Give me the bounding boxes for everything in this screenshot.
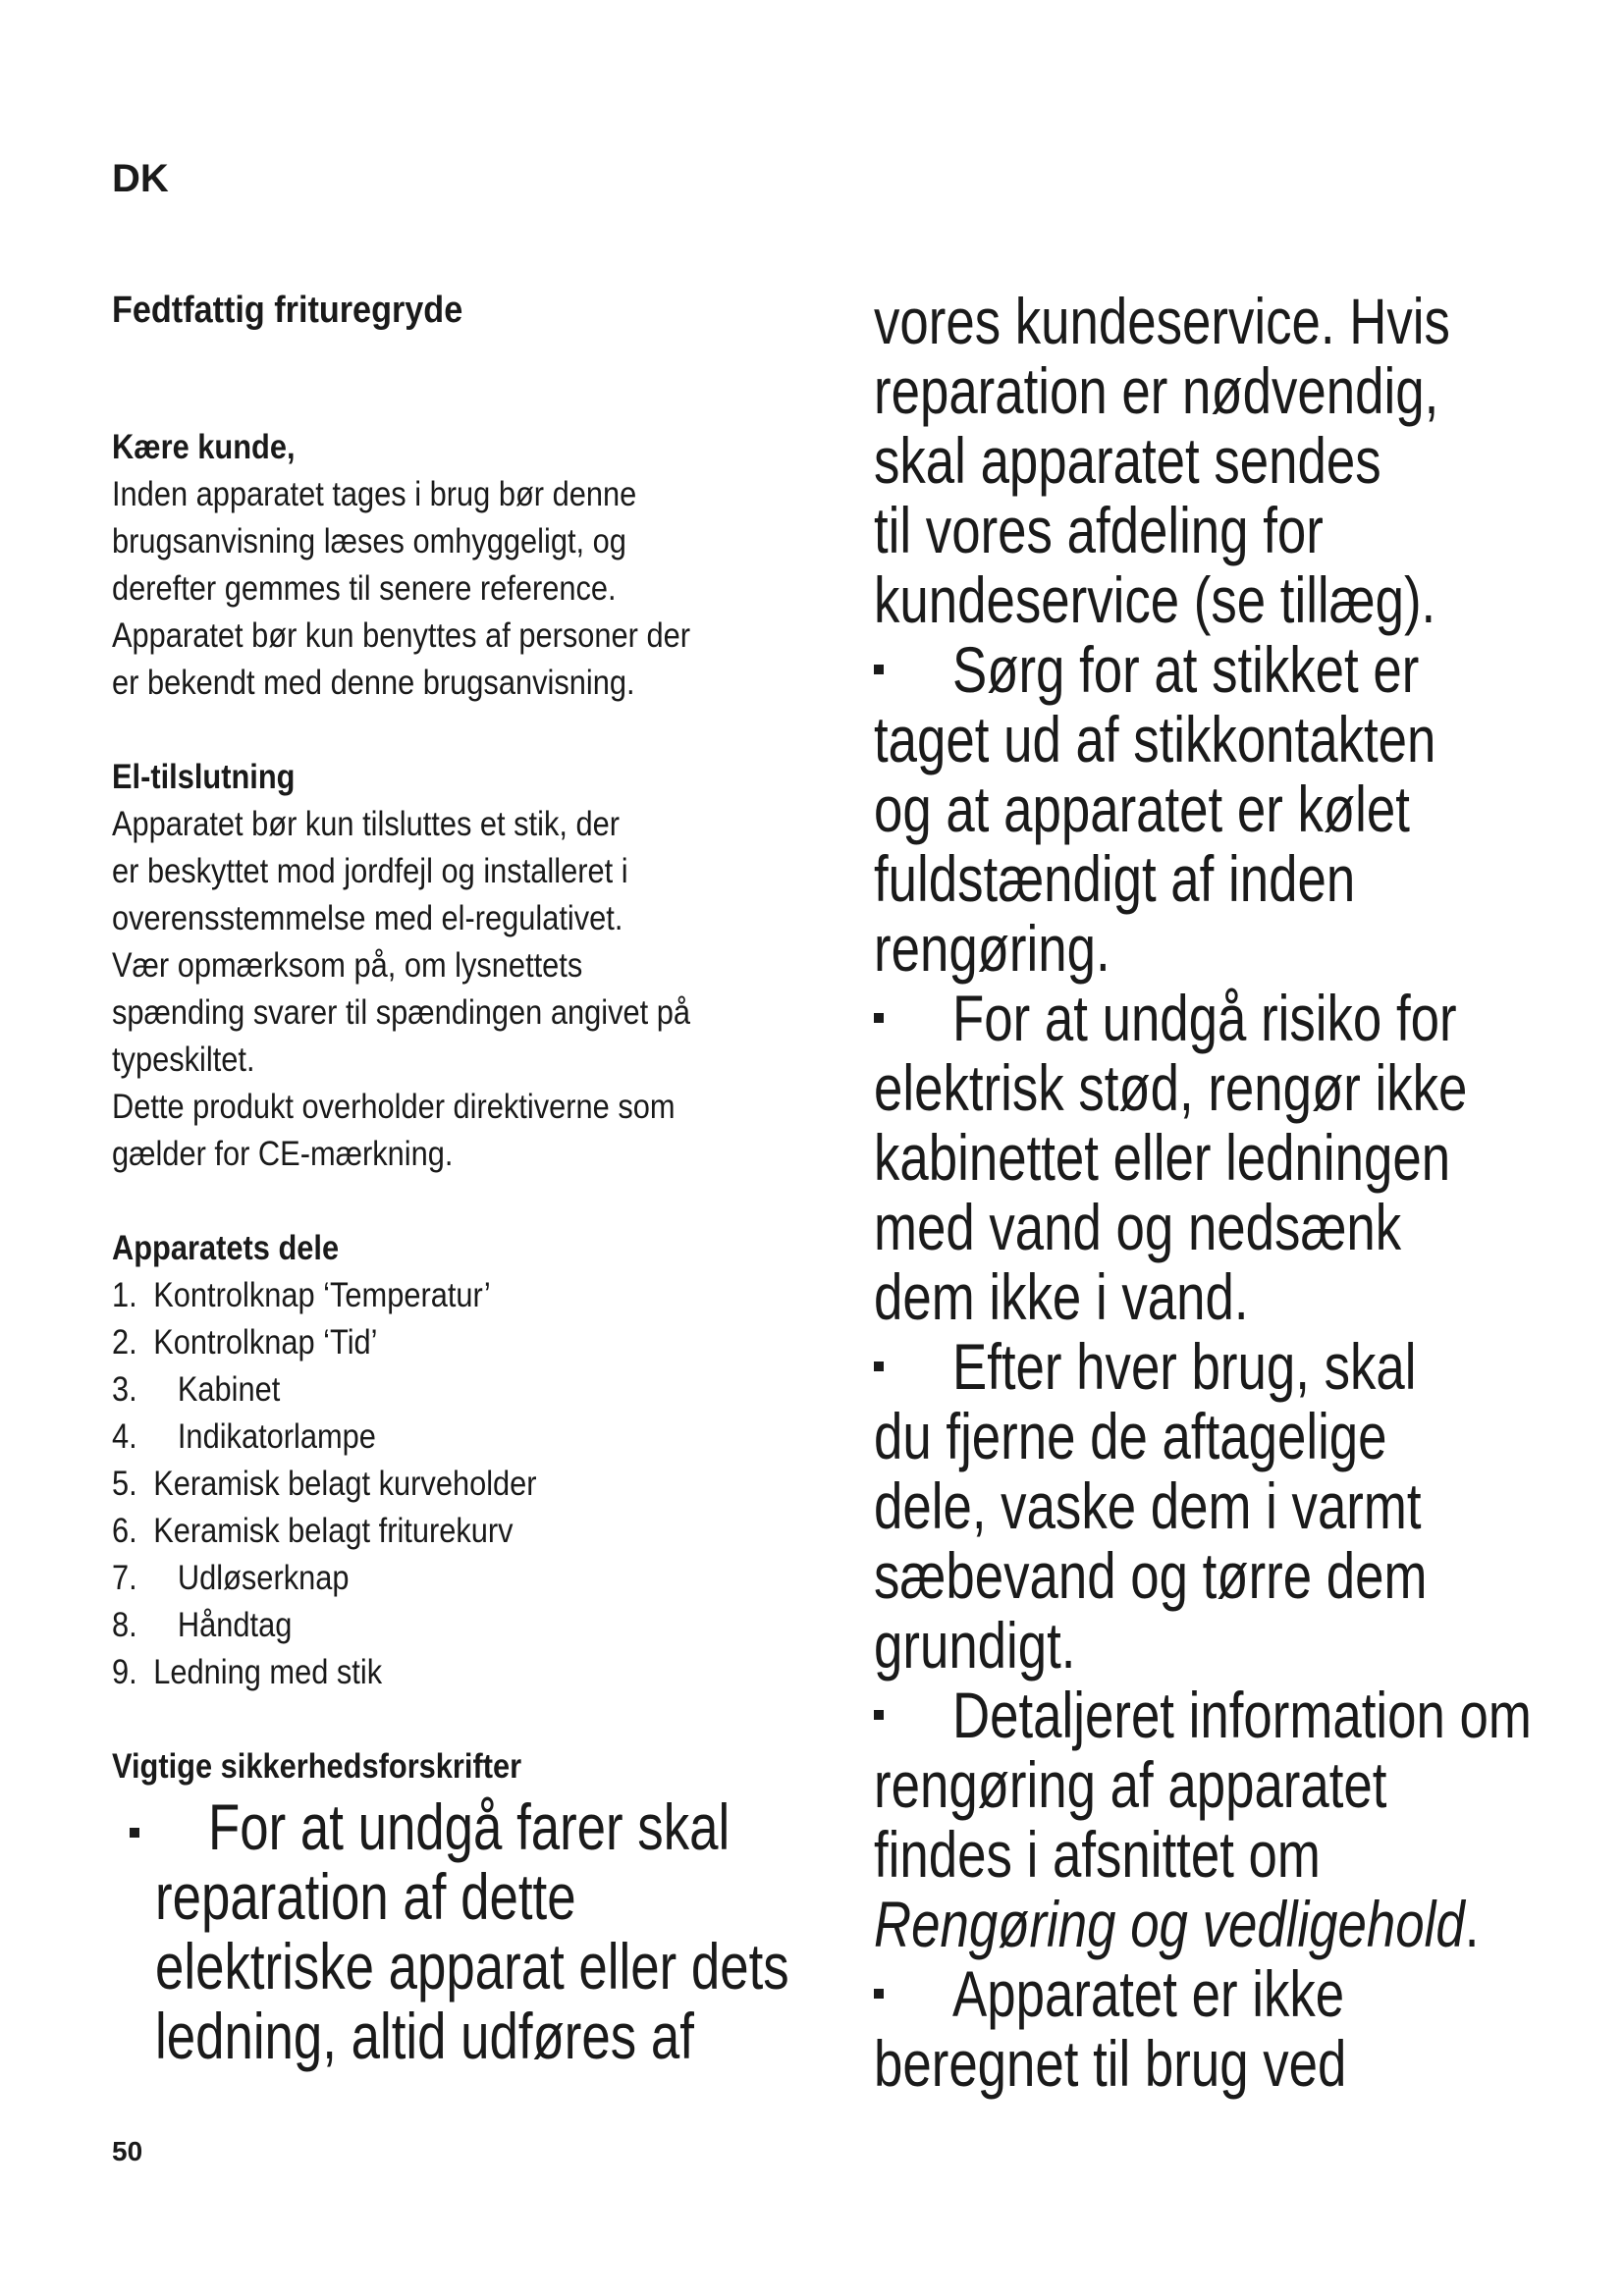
el-line: Vær opmærksom på, om lysnettets: [112, 946, 583, 985]
parts-list: [112, 1272, 799, 1696]
cont-line: kundeservice (se tillæg).: [874, 563, 1436, 636]
bullet-icon: [874, 1710, 884, 1720]
bullet-icon: [874, 1013, 884, 1023]
list-item: 5. Keramisk belagt kurveholder: [112, 1465, 537, 1503]
page-number: 50: [112, 2136, 143, 2166]
el-line: typeskiltet.: [112, 1041, 255, 1079]
intro-heading: Kære kunde,: [112, 428, 296, 466]
el-line: gælder for CE-mærkning.: [112, 1135, 454, 1173]
safety-heading: Vigtige sikkerhedsforskrifter: [112, 1747, 522, 1786]
bullet-icon: [874, 1989, 884, 1999]
parts-heading: Apparatets dele: [112, 1229, 340, 1267]
intro-line: brugsanvisning læses omhyggeligt, og: [112, 522, 626, 561]
section-reference: Rengøring og vedligehold: [874, 1888, 1465, 1960]
intro-line: derefter gemmes til senere reference.: [112, 569, 617, 608]
safety-bullet-4: Efter hver brug, skal du fjerne de aftagelige dele, vaske dem i varmt sæbevand og tørre dem grundigt.: [874, 1330, 1428, 1682]
list-item: 6. Keramisk belagt friturekurv: [112, 1512, 514, 1550]
el-line: overensstemmelse med el-regulativet.: [112, 899, 623, 937]
el-line: Dette produkt overholder direktiverne som: [112, 1088, 676, 1126]
safety-bullet-6: Apparatet er ikke beregnet til brug ved: [874, 1957, 1347, 2100]
bullet-icon: [130, 1828, 139, 1838]
safety-bullet-5: Detaljeret information om rengøring af apparatet findes i afsnittet om Rengøring og vedligehold.: [874, 1679, 1532, 1960]
list-item: 2. Kontrolknap ‘Tid’: [112, 1323, 378, 1362]
safety-bullet-2: Sørg for at stikket er taget ud af stikkontakten og at apparatet er kølet fuldstændigt af inden rengøring.: [874, 633, 1436, 985]
left-column: [112, 424, 799, 1790]
list-item: 4. Indikatorlampe: [112, 1417, 376, 1456]
list-item: 3. Kabinet: [112, 1370, 281, 1409]
safety-bullet-1: For at undgå farer skal reparation af dette elektriske apparat eller dets ledning, altid udføres af: [130, 1792, 947, 2071]
el-line: spænding svarer til spændingen angivet på: [112, 993, 690, 1032]
cont-line: vores kundeservice. Hvis: [874, 285, 1450, 357]
list-item: 7. Udløserknap: [112, 1559, 350, 1597]
page-title: Fedtfattig frituregryde: [112, 290, 463, 331]
list-item: 8. Håndtag: [112, 1606, 293, 1644]
el-line: er beskyttet mod jordfejl og installeret i: [112, 852, 628, 890]
intro-line: Apparatet bør kun benyttes af personer der: [112, 616, 690, 655]
list-item: 9. Ledning med stik: [112, 1653, 383, 1691]
cont-line: reparation er nødvendig,: [874, 354, 1439, 427]
safety-bullet-3: For at undgå risiko for elektrisk stød, rengør ikke kabinettet eller ledningen med vand og nedsænk dem ikke i vand.: [874, 982, 1468, 1333]
cont-line: skal apparatet sendes: [874, 424, 1381, 497]
el-heading: El-tilslutning: [112, 758, 296, 796]
bullet-icon: [874, 665, 884, 674]
intro-line: Inden apparatet tages i brug bør denne: [112, 475, 637, 513]
list-item: 1. Kontrolknap ‘Temperatur’: [112, 1276, 491, 1314]
language-code: DK: [112, 157, 169, 200]
cont-line: til vores afdeling for: [874, 494, 1324, 566]
el-line: Apparatet bør kun tilsluttes et stik, der: [112, 805, 620, 843]
bullet-icon: [874, 1362, 884, 1371]
right-column: [874, 287, 1624, 2099]
intro-line: er bekendt med denne brugsanvisning.: [112, 664, 635, 702]
